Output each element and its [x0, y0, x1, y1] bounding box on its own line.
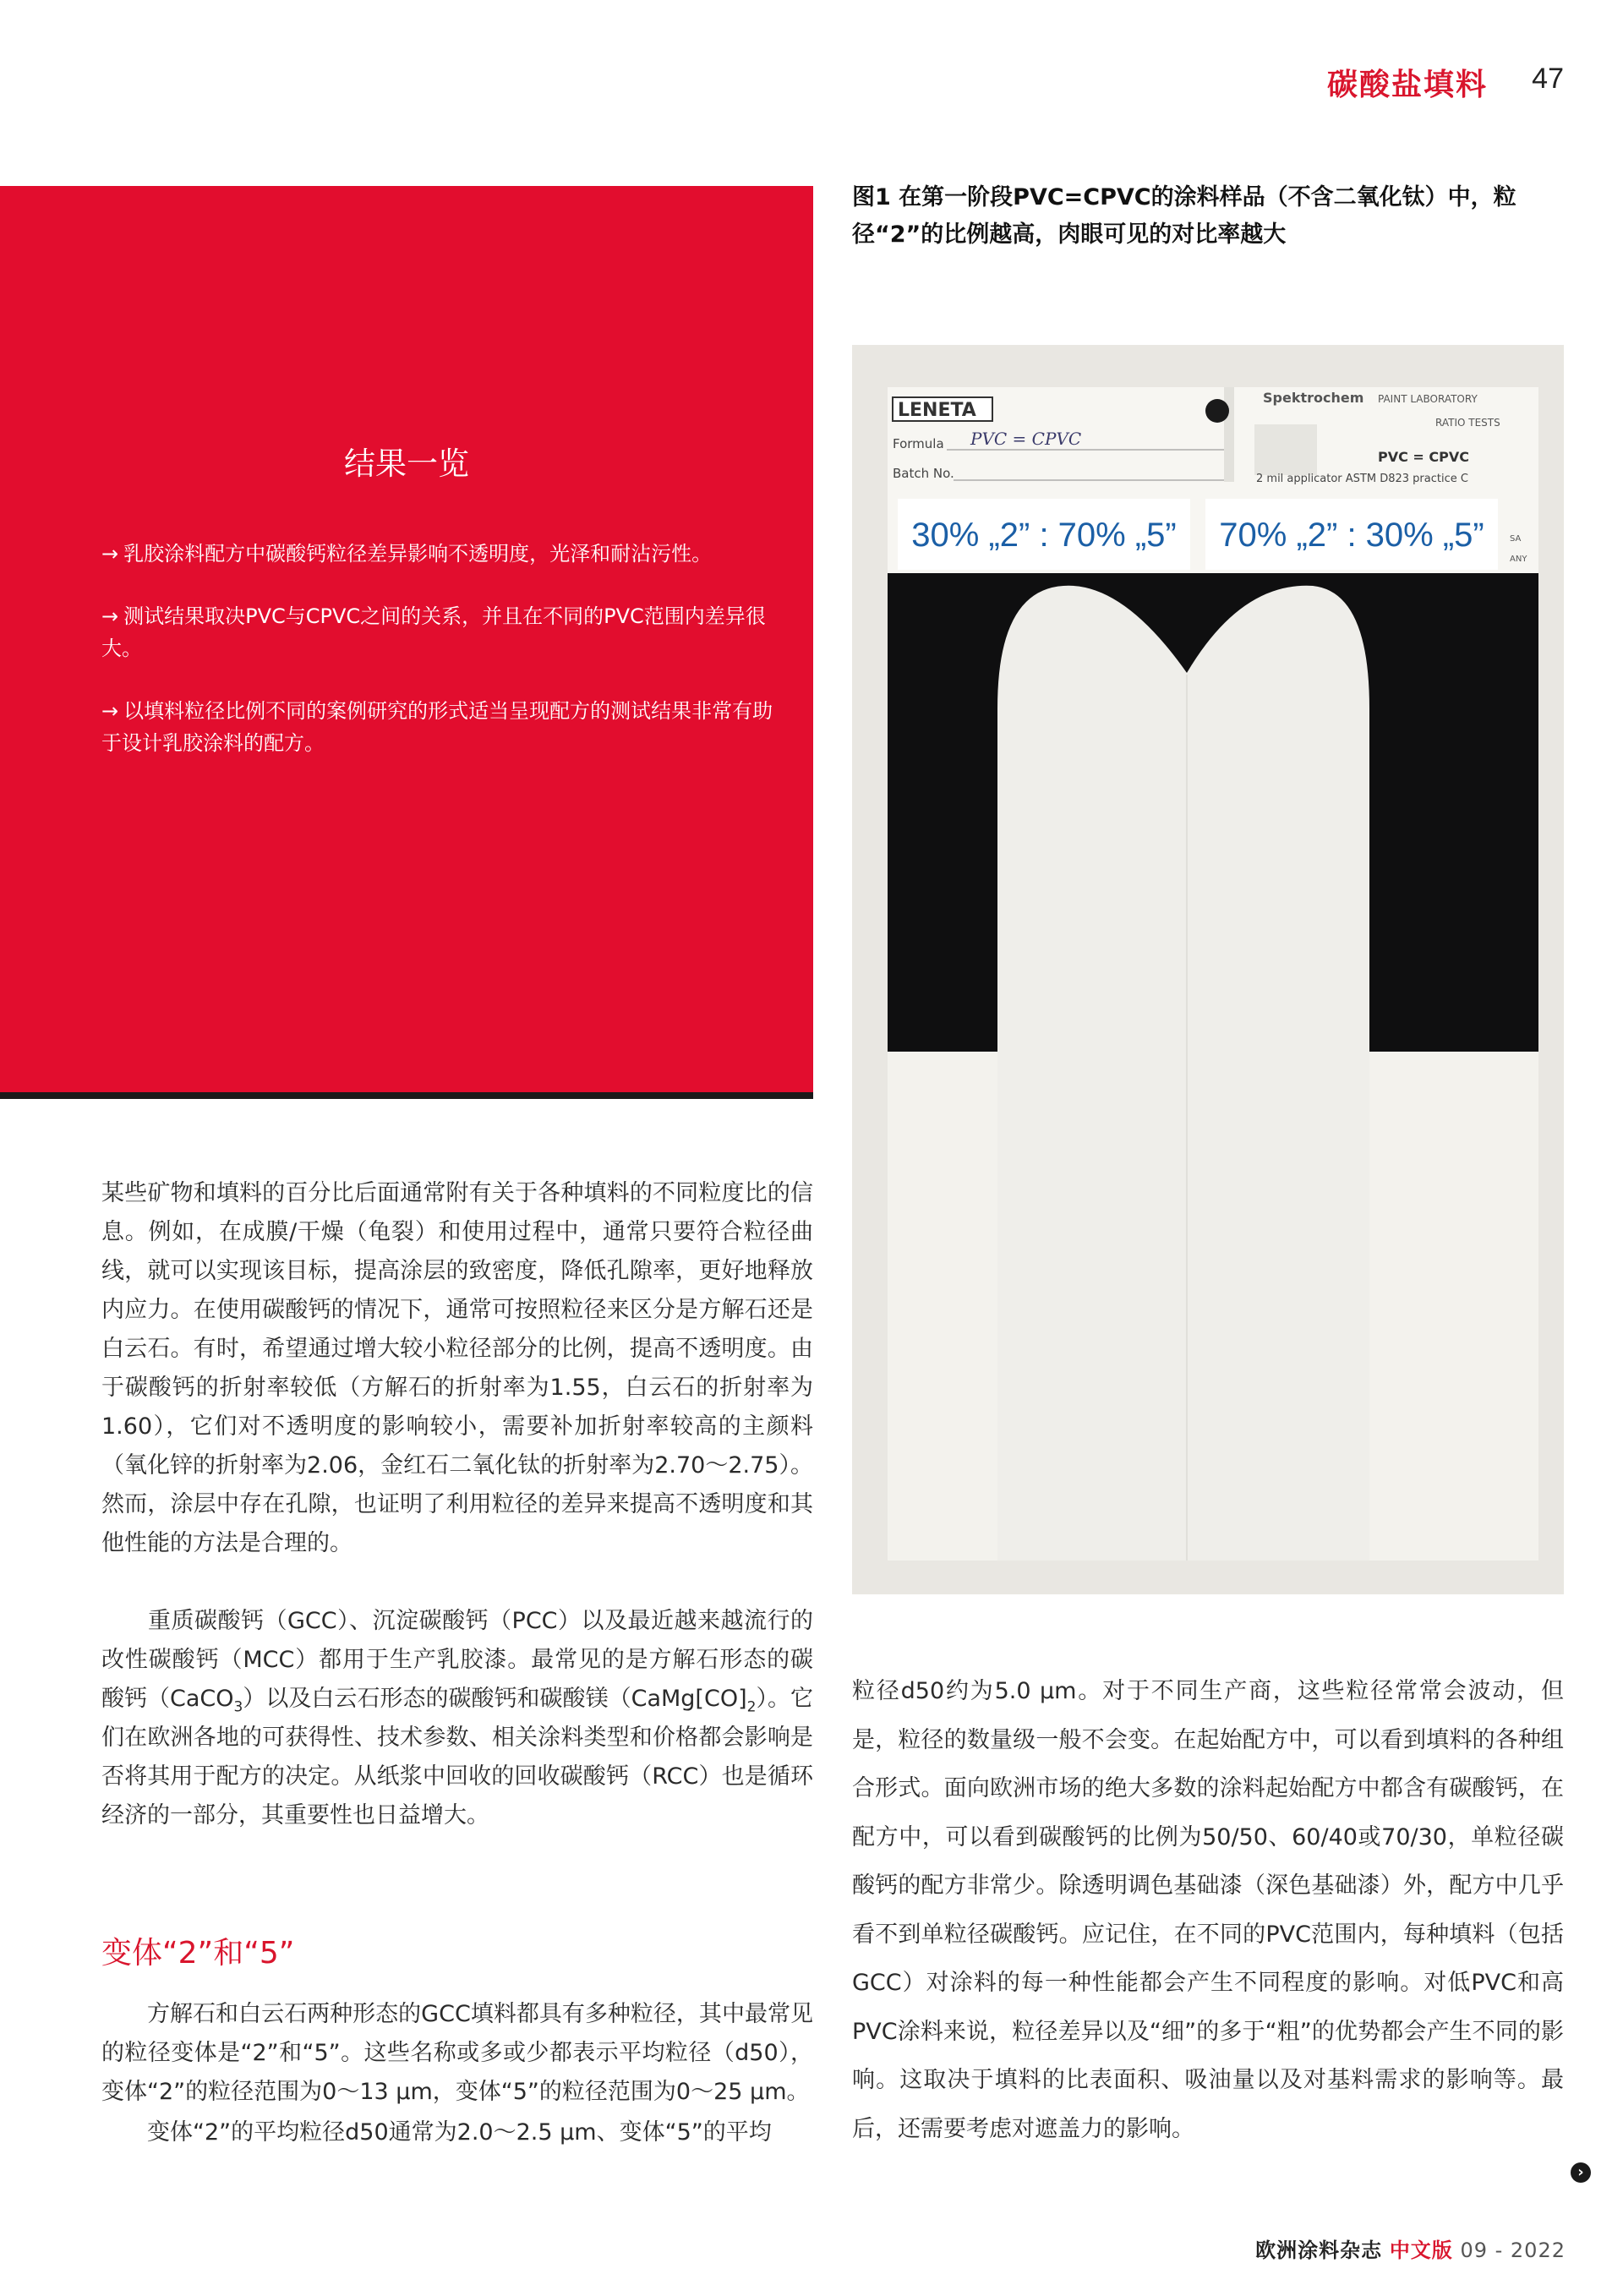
card-ratio: RATIO TESTS	[1435, 417, 1500, 429]
card-formula-value: PVC = CPVC	[970, 429, 1082, 449]
summary-item: → 乳胶涂料配方中碳酸钙粒径差异影响不透明度，光泽和耐沾污性。	[101, 542, 713, 566]
card-batch-label: Batch No.	[893, 466, 954, 481]
card-usa-fragment: SA	[1510, 534, 1522, 544]
card-any-fragment: ANY	[1510, 555, 1527, 564]
chevron-right-icon[interactable]: ›	[1571, 2162, 1591, 2183]
body-paragraph: 方解石和白云石两种形态的GCC填料都具有多种粒径，其中最常见的粒径变体是“2”和“5”。这些名称或多或少都表示平均粒径（d50），变体“2”的粒径范围为0～13 µm，变体“5”的粒径范围为0～25 µm。	[101, 2001, 813, 2105]
drawdown-photo	[852, 345, 1564, 1594]
card-brand-left: LENETA	[898, 400, 976, 421]
card-lab: PAINT LABORATORY	[1378, 393, 1478, 405]
arrow-right-icon: →	[101, 542, 119, 566]
body-paragraph: 某些矿物和填料的百分比后面通常附有关于各种填料的不同粒度比的信息。例如，在成膜/干燥（龟裂）和使用过程中，通常只要符合粒径曲线，就可以实现该目标，提高涂层的致密度，降低孔隙率，更好地释放内应力。在使用碳酸钙的情况下，通常可按照粒径来区分是方解石还是白云石。有时，希望通过增大较小粒径部分的比例，提高不透明度。由于碳酸钙的折射率较低（方解石的折射率为1.55，白云石的折射率为1.60），它们对不透明度的影响较小，需要补加折射率较高的主颜料（氧化锌的折射率为2.06，金红石二氧化钛的折射率为2.70～2.75）。然而，涂层中存在孔隙，也证明了利用粒径的差异来提高不透明度和其他性能的方法是合理的。	[101, 1180, 813, 1556]
figure-photo	[852, 345, 1564, 1594]
card-applicator: 2 mil applicator ASTM D823 practice C	[1256, 473, 1468, 485]
summary-item: → 测试结果取决PVC与CPVC之间的关系，并且在不同的PVC范围内差异很大。	[101, 604, 766, 660]
body-paragraph: 重质碳酸钙（GCC）、沉淀碳酸钙（PCC）以及最近越来越流行的改性碳酸钙（MCC）都用于生产乳胶漆。最常见的是方解石形态的碳酸钙（CaCO$_3$）以及白云石形态的碳酸钙和碳酸镁$(CaMg[CO]_2)$。它们在欧洲各地的可获得性、技术参数、相关涂料类型和价格都会影响是否将其用于配方的决定。从纸浆中回收的回收碳酸钙（RCC）也是循环经济的一部分，其重要性也日益增大。	[101, 1608, 813, 1829]
figure-caption: 图1 在第一阶段PVC=CPVC的涂料样品（不含二氧化钛）中，粒径“2”的比例越高，肉眼可见的对比率越大	[852, 184, 1516, 248]
body-paragraph: 变体“2”的平均粒径d50通常为2.0～2.5 µm、变体“5”的平均	[101, 2119, 772, 2146]
summary-item: → 以填料粒径比例不同的案例研究的形式适当呈现配方的测试结果非常有助于设计乳胶涂料的配方。	[101, 699, 773, 755]
page-number: 47	[1532, 63, 1564, 95]
footer: 欧洲涂料杂志 中文版 09 - 2022	[1255, 2239, 1566, 2262]
card-pvc: PVC = CPVC	[1378, 449, 1469, 465]
arrow-right-icon: →	[101, 604, 119, 628]
summary-title: 结果一览	[344, 446, 469, 482]
sub-heading: 变体“2”和“5”	[101, 1936, 295, 1971]
summary-box-rule	[0, 1092, 813, 1099]
card-formula-label: Formula	[893, 436, 944, 451]
ratio-label-right: 70% „2” : 30% „5”	[1219, 517, 1484, 554]
section-title: 碳酸盐填料	[1326, 68, 1488, 102]
arrow-right-icon: →	[101, 699, 119, 723]
card-brand-right: Spektrochem	[1263, 390, 1364, 406]
ratio-label-left: 30% „2” : 70% „5”	[911, 517, 1177, 554]
body-paragraph: 粒径d50约为5.0 µm。对于不同生产商，这些粒径常常会波动，但是，粒径的数量级一般不会变。在起始配方中，可以看到填料的各种组合形式。面向欧洲市场的绝大多数的涂料起始配方中都含有碳酸钙，在配方中，可以看到碳酸钙的比例为50/50、60/40或70/30，单粒径碳酸钙的配方非常少。除透明调色基础漆（深色基础漆）外，配方中几乎看不到单粒径碳酸钙。应记住，在不同的PVC范围内，每种填料（包括GCC）对涂料的每一种性能都会产生不同程度的影响。对低PVC和高PVC涂料来说，粒径差异以及“细”的多于“粗”的优势都会产生不同的影响。这取决于填料的比表面积、吸油量以及对基料需求的影响等。最后，还需要考虑对遮盖力的影响。	[852, 1678, 1564, 2142]
